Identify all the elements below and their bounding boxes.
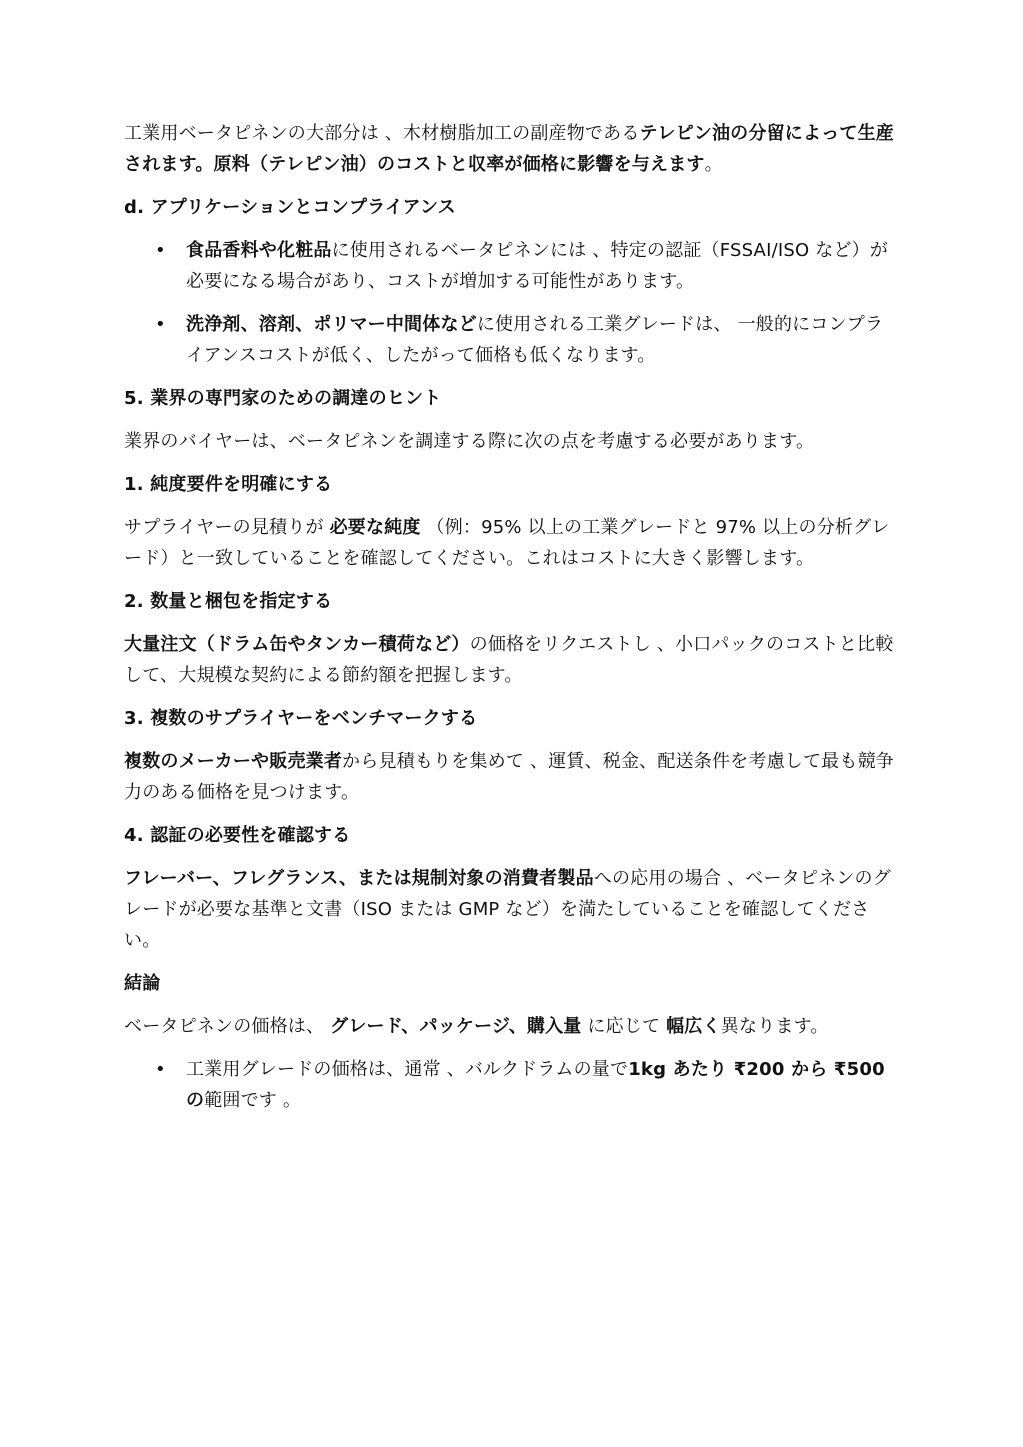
- document-page: [124, 118, 900, 1128]
- tip-2-paragraph: [124, 629, 900, 691]
- intro-paragraph: [124, 118, 900, 180]
- tip-3-heading: 3. 複数のサプライヤーをベンチマークする: [124, 708, 478, 729]
- bullet-text: 工業用グレードの価格は、通常 、バルクドラムの量で: [186, 1059, 629, 1080]
- tip-3-text-1: から見積もりを集めて 、運賃、税金、配送条件を考慮して最も競争力のある価格を見つけます。: [124, 751, 894, 803]
- section-d-list: [124, 235, 900, 371]
- bullet-text-2: 範囲です 。: [204, 1090, 302, 1111]
- conclusion-bold-1: グレード、パッケージ、購入量: [330, 1016, 582, 1037]
- conclusion-paragraph: [124, 1011, 900, 1042]
- tip-4-text-1: への応用の場合 、ベータピネンのグレードが必要な基準と文書（ISO または GMP など）を満たしていることを確認してください。: [124, 868, 891, 951]
- tip-2-heading: 2. 数量と梱包を指定する: [124, 591, 333, 612]
- intro-text-1: 工業用ベータピネンの大部分は 、木材樹脂加工の副産物である: [124, 123, 640, 144]
- tip-2-text-1: の価格をリクエストし 、小口パックのコストと比較して、大規模な契約による節約額を把握します。: [124, 634, 894, 686]
- bullet-text: に使用されるベータピネンには 、特定の認証（FSSAI/ISO など）が必要になる場合があり、コストが増加する可能性があります。: [186, 240, 889, 292]
- list-item: [124, 309, 900, 371]
- bullet-icon: •: [155, 240, 166, 261]
- conclusion-bold-2: 幅広く: [666, 1016, 721, 1037]
- list-item: [124, 1054, 900, 1116]
- tip-1-text-1: サプライヤーの見積りが: [124, 517, 330, 538]
- tip-1-bold-1: 必要な純度: [329, 517, 421, 538]
- bullet-bold: 食品香料や化粧品: [186, 240, 332, 261]
- tip-2-bold-1: 大量注文（ドラム缶やタンカー積荷など）: [124, 634, 470, 655]
- intro-bold-1: テレピン油の分留によって生産されます。原料（テレピン油）のコストと収率が価格に影響を与えます: [124, 123, 894, 175]
- conclusion-heading: 結論: [124, 973, 161, 994]
- conclusion-list: [124, 1054, 900, 1116]
- tip-1-text-2: （例：95% 以上の工業グレードと 97% 以上の分析グレード）と一致していることを確認してください。これはコストに大きく影響します。: [124, 517, 890, 569]
- section-5-intro: 業界のバイヤーは、ベータピネンを調達する際に次の点を考慮する必要があります。: [124, 431, 815, 452]
- tip-4-paragraph: [124, 863, 900, 956]
- bullet-bold: 洗浄剤、溶剤、ポリマー中間体など: [186, 314, 477, 335]
- conclusion-text-3: 異なります。: [720, 1016, 829, 1037]
- bullet-text: に使用される工業グレードは、 一般的にコンプライアンスコストが低く、したがって価格も低くなります。: [186, 314, 884, 366]
- conclusion-text-2: に応じて: [581, 1016, 667, 1037]
- bullet-icon: •: [155, 314, 166, 335]
- intro-text-2: 。: [704, 154, 723, 175]
- tip-4-heading: 4. 認証の必要性を確認する: [124, 825, 351, 846]
- section-d-heading: d. アプリケーションとコンプライアンス: [124, 197, 456, 218]
- tip-1-heading: 1. 純度要件を明確にする: [124, 474, 333, 495]
- bullet-icon: •: [155, 1059, 166, 1080]
- tip-1-paragraph: [124, 512, 900, 574]
- list-item: [124, 235, 900, 297]
- tip-3-paragraph: [124, 746, 900, 808]
- tip-4-bold-2: 規制対象の消費者製品: [411, 868, 594, 889]
- tip-3-bold-1: 複数のメーカーや販売業者: [124, 751, 343, 772]
- bullet-bold: 1kg あたり ₹200 から ₹500 の: [186, 1059, 885, 1111]
- conclusion-text-1: ベータピネンの価格は、: [124, 1016, 331, 1037]
- tip-4-bold-1: フレーバー、フレグランス、または: [124, 868, 412, 889]
- section-5-heading: 5. 業界の専門家のための調達のヒント: [124, 388, 442, 409]
